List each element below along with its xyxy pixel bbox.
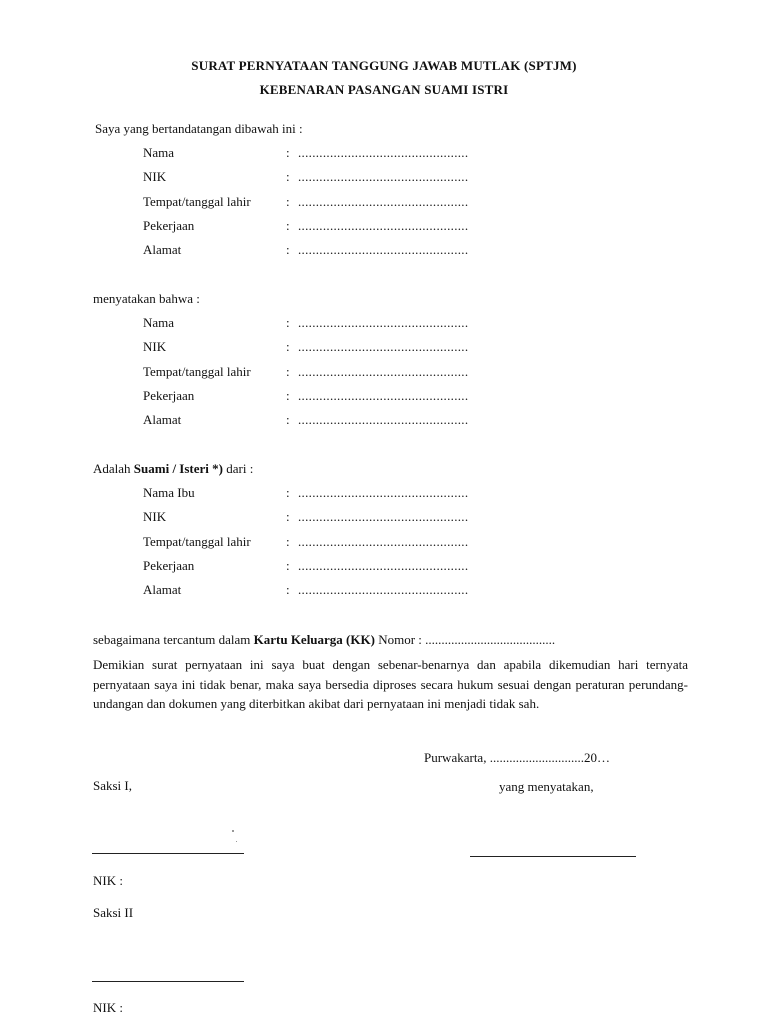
kk-number-field: Nomor : ........................................ bbox=[374, 632, 556, 647]
field-label: Nama bbox=[143, 315, 175, 330]
field-row bbox=[143, 582, 603, 600]
field-colon: : bbox=[286, 145, 290, 160]
field-blank: ................................................ bbox=[298, 509, 469, 525]
field-blank: ................................................ bbox=[298, 217, 469, 233]
field-colon: : bbox=[286, 315, 290, 330]
field-label: Alamat bbox=[143, 412, 182, 428]
kk-line-pre: sebagaimana tercantum dalam bbox=[93, 632, 254, 647]
field-label: Pekerjaan bbox=[143, 557, 195, 573]
field-colon: : bbox=[286, 217, 290, 233]
field-label: NIK bbox=[143, 339, 167, 355]
field-blank: ................................................ bbox=[298, 533, 469, 549]
section1-intro: Saya yang bertandatangan dibawah ini : bbox=[95, 121, 303, 136]
field-label: Alamat bbox=[143, 242, 182, 258]
witness1-signature-line bbox=[92, 853, 244, 854]
field-row bbox=[143, 315, 603, 333]
field-blank: ................................................ bbox=[298, 145, 469, 160]
field-colon: : bbox=[286, 363, 290, 379]
field-blank: ................................................ bbox=[298, 339, 469, 355]
section3-intro bbox=[93, 461, 253, 477]
field-label: Tempat/tanggal lahir bbox=[143, 363, 251, 379]
witness1-nik-label: NIK : bbox=[93, 873, 123, 888]
field-colon: : bbox=[286, 242, 290, 258]
field-blank: ................................................ bbox=[298, 412, 469, 428]
section2-intro: menyatakan bahwa : bbox=[93, 291, 200, 306]
field-label: NIK bbox=[143, 169, 167, 185]
witness2-label: Saksi II bbox=[93, 905, 134, 920]
field-blank: ................................................ bbox=[298, 387, 469, 403]
field-row bbox=[143, 218, 603, 236]
witness2-signature-line bbox=[92, 981, 244, 982]
field-blank: ................................................ bbox=[298, 582, 469, 598]
field-colon: : bbox=[286, 193, 290, 209]
field-label: Tempat/tanggal lahir bbox=[143, 533, 251, 549]
closing-paragraph: Demikian surat pernyataan ini saya buat dengan sebenar-benarnya dan apabila dikemudian hari ternyata pernyataan saya ini tidak benar, maka saya bersedia diproses secara hukum sesuai dengan peraturan perundang-undangan dan dokumen yang diterbitkan akibat dari pernyataan ini menjadi tidak sah. bbox=[93, 657, 688, 711]
field-row bbox=[143, 242, 603, 260]
field-blank: ................................................ bbox=[298, 363, 469, 379]
field-label: Nama Ibu bbox=[143, 485, 195, 500]
field-blank: ................................................ bbox=[298, 193, 469, 209]
field-row bbox=[143, 534, 603, 552]
field-row bbox=[143, 194, 603, 212]
field-label: Pekerjaan bbox=[143, 217, 195, 233]
place-date: Purwakarta, .............................20… bbox=[424, 750, 610, 765]
field-blank: ................................................ bbox=[298, 315, 469, 330]
document-title: SURAT PERNYATAAN TANGGUNG JAWAB MUTLAK (SPTJM) bbox=[191, 58, 577, 73]
field-colon: : bbox=[286, 582, 290, 598]
field-blank: ................................................ bbox=[298, 485, 469, 500]
field-label: Nama bbox=[143, 145, 175, 160]
field-colon: : bbox=[286, 339, 290, 355]
field-row bbox=[143, 412, 603, 430]
field-colon: : bbox=[286, 485, 290, 500]
field-blank: ................................................ bbox=[298, 242, 469, 258]
spouse-type: Suami / Isteri *) bbox=[133, 461, 223, 476]
declarant-signature-line bbox=[470, 856, 636, 857]
field-colon: : bbox=[286, 169, 290, 185]
field-blank: ................................................ bbox=[298, 169, 469, 185]
field-colon: : bbox=[286, 387, 290, 403]
field-label: Alamat bbox=[143, 582, 182, 598]
document-subtitle: KEBENARAN PASANGAN SUAMI ISTRI bbox=[259, 82, 509, 97]
field-row bbox=[143, 145, 603, 163]
field-row bbox=[143, 364, 603, 382]
field-row bbox=[143, 388, 603, 406]
field-colon: : bbox=[286, 412, 290, 428]
field-blank: ................................................ bbox=[298, 557, 469, 573]
field-row bbox=[143, 509, 603, 527]
field-colon: : bbox=[286, 557, 290, 573]
declarant-label: yang menyatakan, bbox=[499, 779, 594, 794]
field-row bbox=[143, 169, 603, 187]
field-label: Pekerjaan bbox=[143, 387, 195, 403]
section3-intro-pre: Adalah bbox=[93, 461, 134, 476]
field-row bbox=[143, 558, 603, 576]
field-colon: : bbox=[286, 533, 290, 549]
field-colon: : bbox=[286, 509, 290, 525]
scan-speck bbox=[232, 830, 234, 832]
witness2-nik-label: NIK : bbox=[93, 1000, 123, 1015]
kk-label: Kartu Keluarga (KK) bbox=[253, 632, 375, 647]
scan-speck bbox=[236, 841, 237, 842]
field-row bbox=[143, 485, 603, 503]
kk-line bbox=[93, 632, 555, 648]
field-row bbox=[143, 339, 603, 357]
witness1-label: Saksi I, bbox=[93, 778, 132, 793]
field-label: Tempat/tanggal lahir bbox=[143, 193, 251, 209]
field-label: NIK bbox=[143, 509, 167, 525]
section3-intro-post: dari : bbox=[223, 461, 254, 476]
